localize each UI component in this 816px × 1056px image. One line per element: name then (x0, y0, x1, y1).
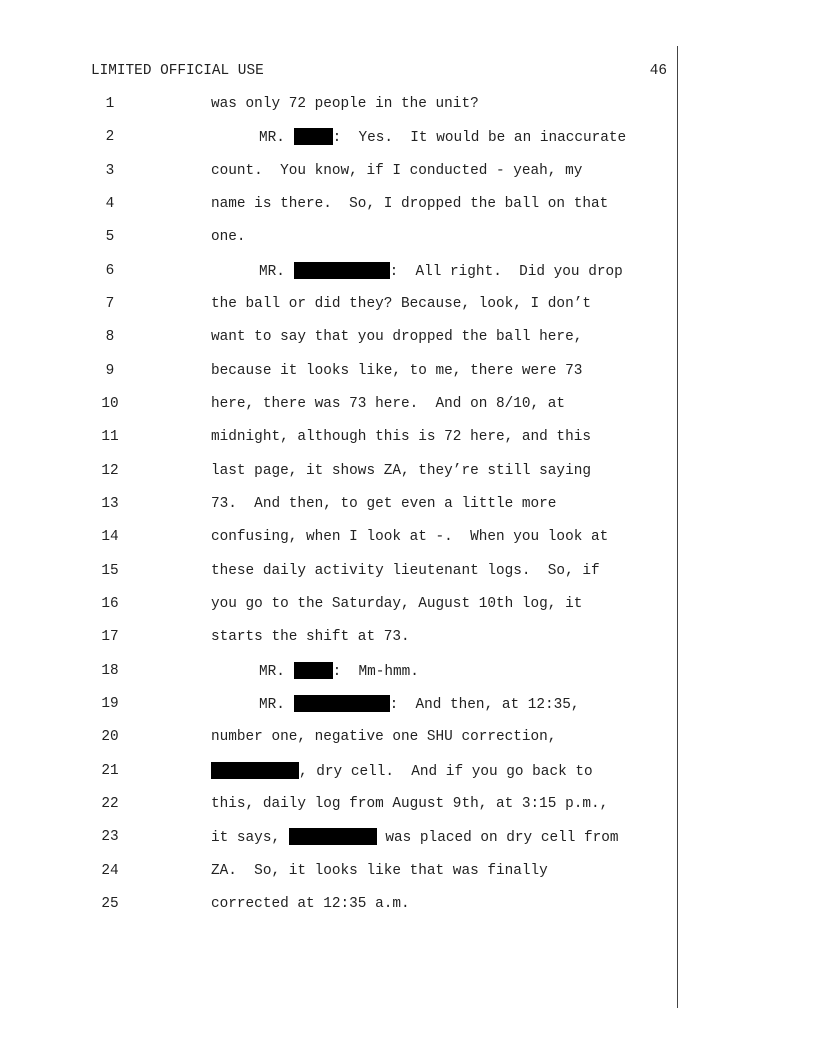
line-text: Yes. It would be an inaccurate (358, 130, 627, 146)
transcript-line (211, 595, 582, 613)
line-text: name is there. So, I dropped the ball on that (211, 196, 609, 212)
line-text: here, there was 73 here. And on 8/10, at (211, 396, 566, 412)
line-number: 20 (101, 729, 119, 745)
line-number: 22 (101, 796, 119, 812)
transcript-line (211, 362, 582, 380)
redaction-box (294, 128, 333, 145)
line-number: 15 (101, 563, 119, 579)
line-text: 73. And then, to get even a little more (211, 496, 557, 512)
speaker-separator: : (389, 697, 399, 713)
line-text: the ball or did they? Because, look, I don’t (211, 296, 591, 312)
transcript-line (211, 762, 593, 781)
line-number: 19 (101, 696, 119, 712)
line-number: 5 (105, 229, 115, 245)
transcript-line (211, 695, 580, 714)
line-text: confusing, when I look at -. When you look at (211, 529, 609, 545)
transcript-line (211, 495, 556, 513)
line-number: 2 (105, 129, 115, 145)
line-text: want to say that you dropped the ball here, (211, 329, 583, 345)
line-text: , dry cell. And if you go back to (299, 764, 593, 780)
speaker-title: MR. (259, 130, 285, 146)
transcript-line (211, 862, 548, 880)
transcript-line (211, 295, 591, 313)
speaker-title: MR. (259, 264, 285, 280)
transcript-line (211, 528, 608, 546)
line-text: this, daily log from August 9th, at 3:15 p.m., (211, 796, 609, 812)
line-number: 4 (105, 196, 115, 212)
line-text: was only 72 people in the unit? (211, 96, 479, 112)
line-number: 12 (101, 463, 119, 479)
line-text: And then, at 12:35, (415, 697, 580, 713)
line-text: one. (211, 229, 246, 245)
line-text: corrected at 12:35 a.m. (211, 896, 410, 912)
transcript-line (211, 828, 619, 847)
transcript-line (211, 562, 600, 580)
line-number: 10 (101, 396, 119, 412)
transcript-line (211, 128, 626, 147)
line-text: because it looks like, to me, there were 73 (211, 363, 583, 379)
line-text: these daily activity lieutenant logs. So, if (211, 563, 600, 579)
speaker-separator: : (332, 664, 342, 680)
line-number: 14 (101, 529, 119, 545)
line-number: 3 (105, 163, 115, 179)
transcript-line (211, 428, 591, 446)
redaction-box (294, 695, 390, 712)
transcript-line (211, 162, 582, 180)
line-number: 23 (101, 829, 119, 845)
transcript-line (211, 95, 479, 113)
line-text: last page, it shows ZA, they’re still saying (211, 463, 591, 479)
line-number: 25 (101, 896, 119, 912)
transcript-line (211, 795, 608, 813)
line-prefix: it says, (211, 830, 281, 846)
redaction-box (211, 762, 299, 779)
right-margin-rule (677, 46, 678, 1008)
transcript-line (211, 462, 591, 480)
line-number: 9 (105, 363, 115, 379)
line-text: All right. Did you drop (415, 264, 623, 280)
line-text: ZA. So, it looks like that was finally (211, 863, 548, 879)
line-text: midnight, although this is 72 here, and this (211, 429, 591, 445)
redaction-box (294, 662, 333, 679)
speaker-title: MR. (259, 697, 285, 713)
line-number: 24 (101, 863, 119, 879)
line-text: you go to the Saturday, August 10th log, it (211, 596, 583, 612)
line-number: 13 (101, 496, 119, 512)
speaker-separator: : (332, 130, 342, 146)
line-text: starts the shift at 73. (211, 629, 410, 645)
transcript-line (211, 662, 419, 681)
line-text: count. You know, if I conducted - yeah, my (211, 163, 583, 179)
speaker-separator: : (389, 264, 399, 280)
transcript-line (211, 895, 410, 913)
line-number: 11 (101, 429, 119, 445)
classification-header: LIMITED OFFICIAL USE (91, 63, 264, 79)
redaction-box (294, 262, 390, 279)
line-number: 17 (101, 629, 119, 645)
line-number: 6 (105, 263, 115, 279)
transcript-line (211, 628, 410, 646)
line-number: 7 (105, 296, 115, 312)
transcript-line (211, 328, 582, 346)
line-text: number one, negative one SHU correction, (211, 729, 557, 745)
line-text: Mm-hmm. (358, 664, 419, 680)
line-number: 16 (101, 596, 119, 612)
transcript-line (211, 728, 556, 746)
line-text: was placed on dry cell from (385, 830, 619, 846)
line-number: 1 (105, 96, 115, 112)
page-number: 46 (649, 63, 667, 79)
redaction-box (289, 828, 377, 845)
line-number: 21 (101, 763, 119, 779)
speaker-title: MR. (259, 664, 285, 680)
transcript-line (211, 395, 565, 413)
transcript-line (211, 262, 623, 281)
line-number: 18 (101, 663, 119, 679)
transcript-line (211, 195, 608, 213)
line-number: 8 (105, 329, 115, 345)
transcript-line (211, 228, 246, 246)
